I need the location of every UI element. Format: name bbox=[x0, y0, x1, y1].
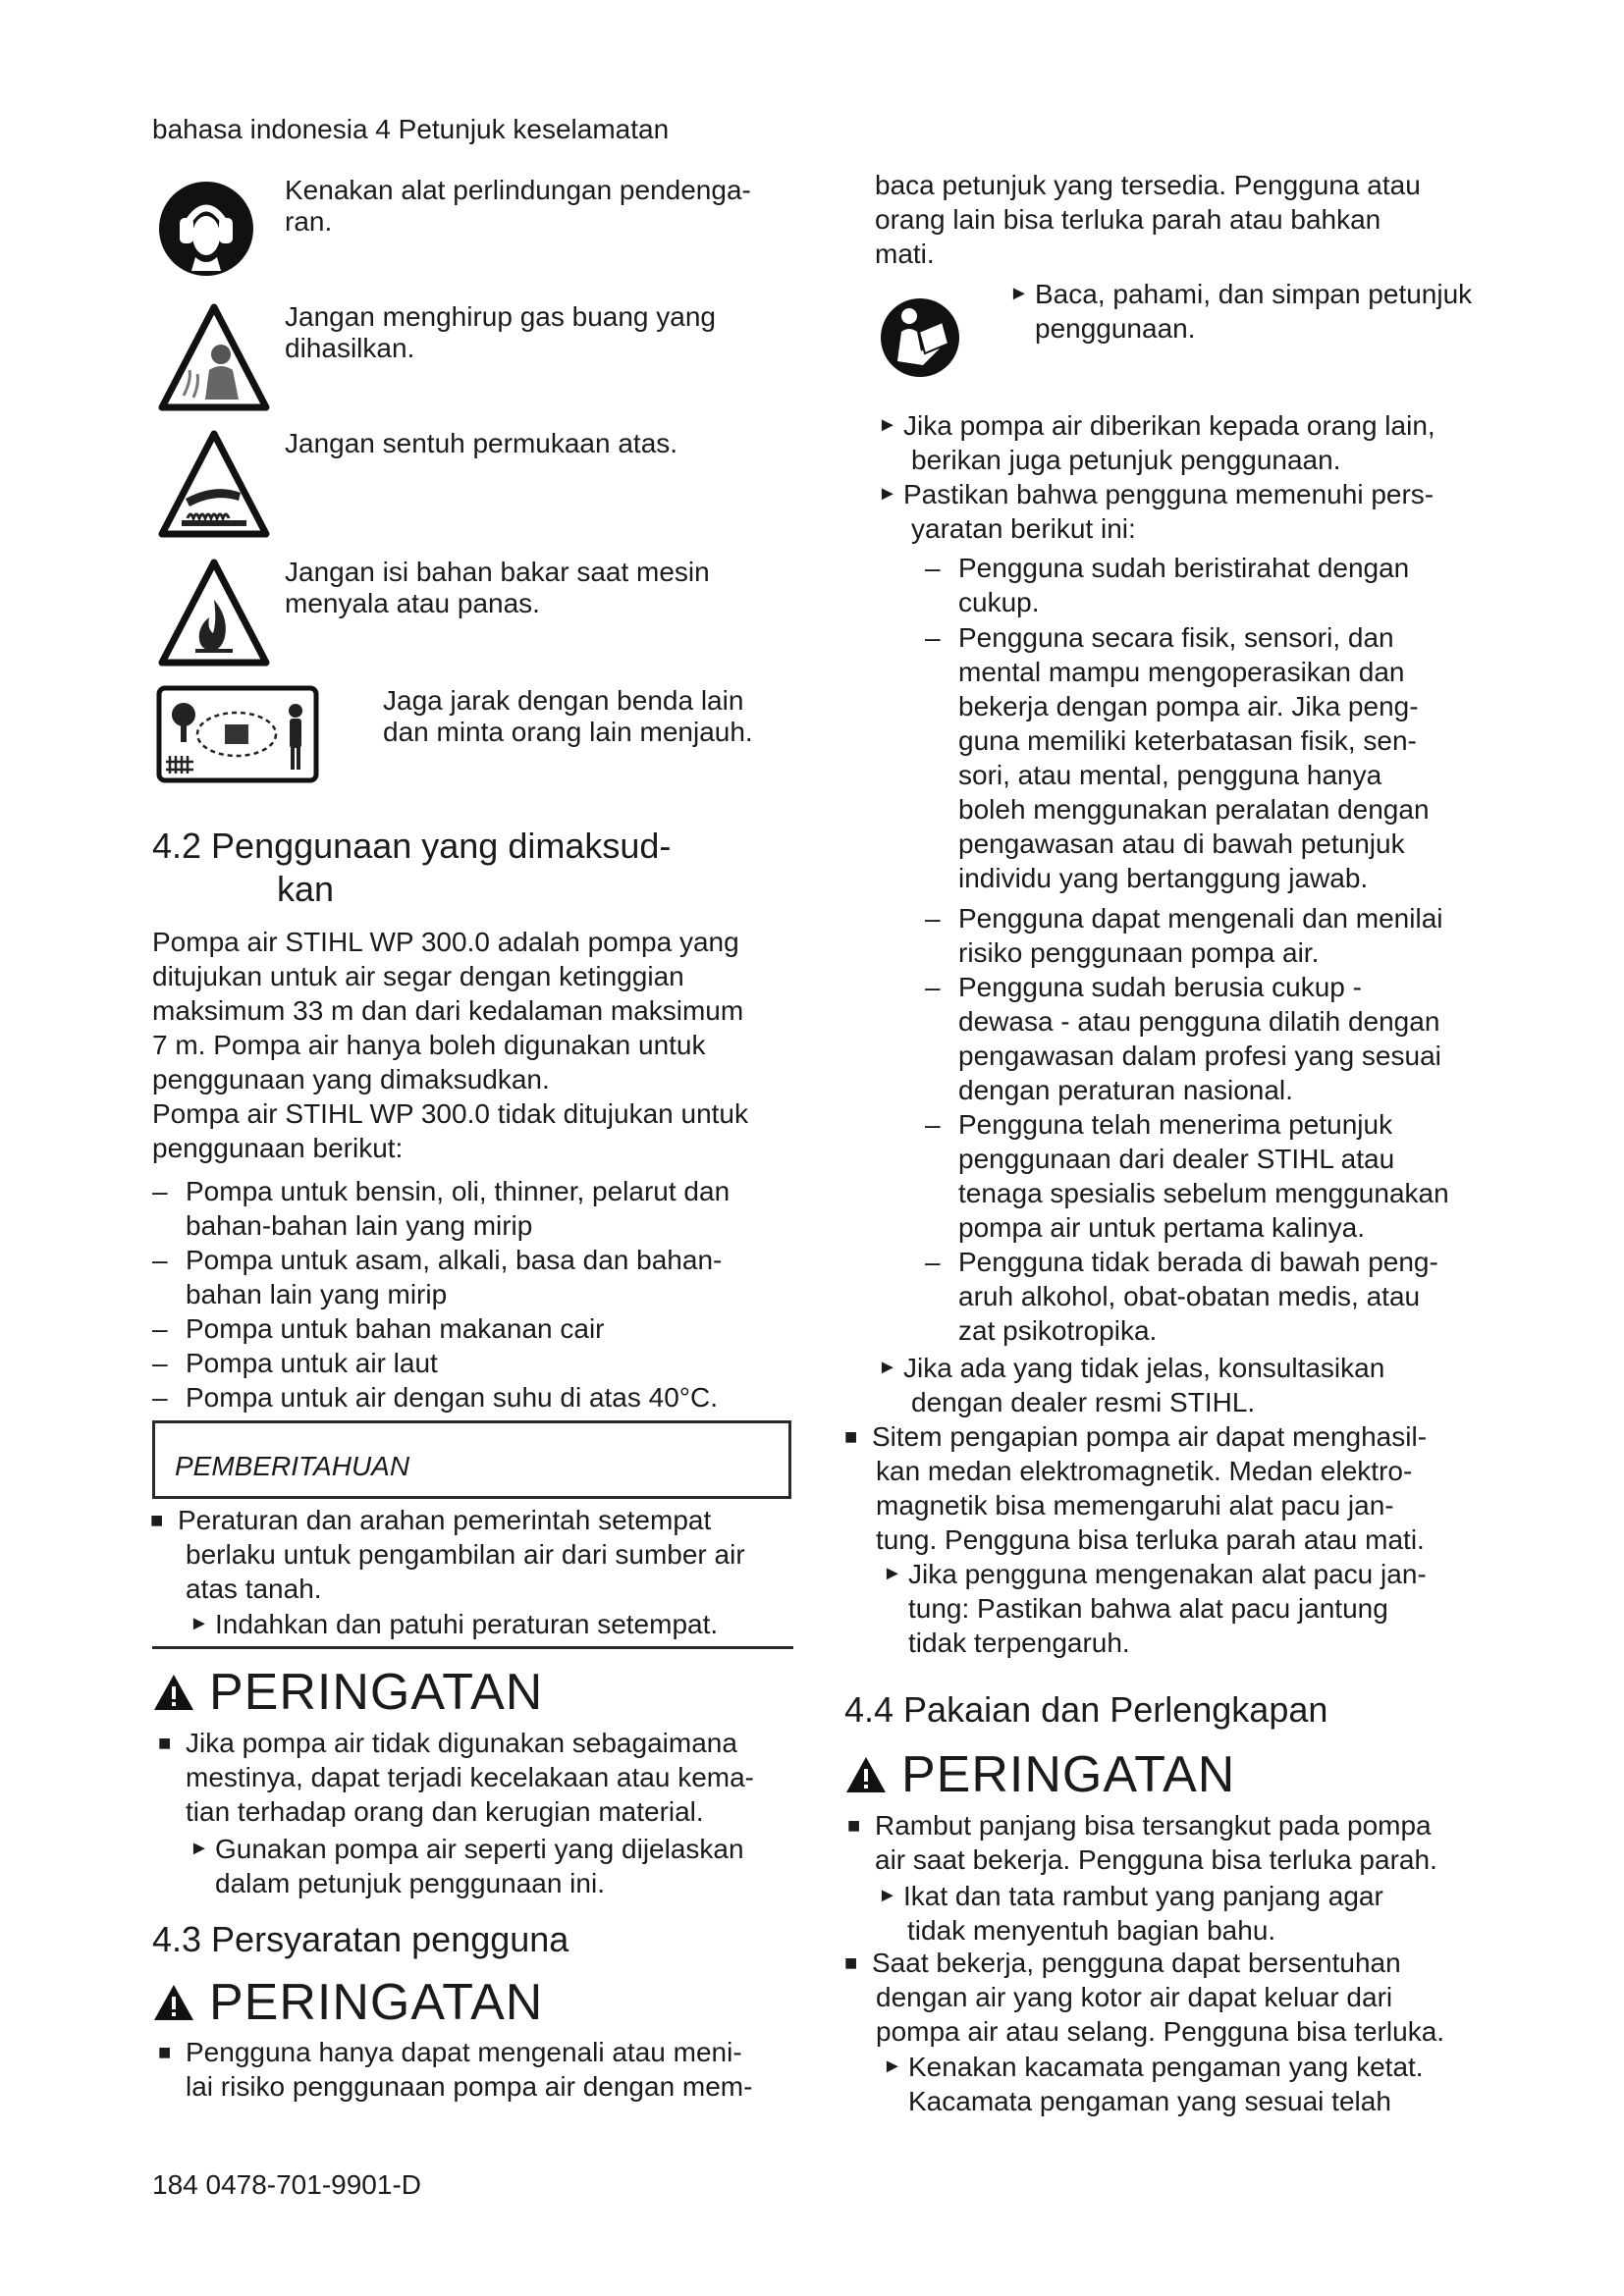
symbol-row-fire bbox=[152, 557, 800, 674]
warning-title-4-4: PERINGATAN bbox=[844, 1745, 1235, 1804]
fire-warning-icon bbox=[156, 557, 272, 670]
arrow-consult-dealer: ► Jika ada yang tidak jelas, konsultasikan dengan dealer resmi STIHL. bbox=[878, 1353, 1385, 1417]
list-item: – Pengguna telah menerima petunjuk penggunaan dari dealer STIHL atau tenaga spesialis sebelum menggunakan pompa air untuk pertama kalinya. bbox=[958, 1107, 1449, 1245]
section-4-4-title: 4.4 Pakaian dan Perlengkapan bbox=[844, 1689, 1328, 1730]
hearing-protection-icon bbox=[156, 175, 256, 283]
symbol-text-hearing: Kenakan alat perlindungan pendenga- ran. bbox=[285, 175, 751, 237]
section-4-2-title: 4.2 Penggunaan yang dimaksud- kan bbox=[152, 826, 672, 909]
bullet-water: ■ Saat bekerja, pengguna dapat bersentuhan dengan air yang kotor air dapat keluar dari pompa air atau selang. Pengguna bisa terluka. bbox=[844, 1948, 1445, 2047]
bullet-hair: ■ Rambut panjang bisa tersangkut pada pompa air saat bekerja. Pengguna bisa terluka parah. bbox=[847, 1810, 1437, 1875]
list-item: – Pompa untuk air laut bbox=[186, 1346, 438, 1380]
symbol-row-hot-surface bbox=[152, 428, 800, 546]
symbol-row-distance bbox=[152, 685, 800, 793]
list-item: – Pengguna sudah beristirahat dengan cukup. bbox=[958, 551, 1409, 619]
section-4-3-title: 4.3 Persyaratan pengguna bbox=[152, 1919, 569, 1959]
warning-triangle-icon bbox=[152, 1983, 195, 2022]
symbol-row-hearing bbox=[152, 175, 800, 283]
bullet-ignition: ■ Sitem pengapian pompa air dapat menghasil- kan medan elektromagnetik. Medan elektro- magnetik bisa memengaruhi alat pacu jan- tung. Pengguna bisa terluka parah atau mati. bbox=[844, 1421, 1428, 1555]
warning-bullet-4-3: ■ Pengguna hanya dapat mengenali atau meni- lai risiko penggunaan pompa air dengan mem- bbox=[158, 2037, 753, 2102]
arrow-hair: ► Ikat dan tata rambut yang panjang agar tidak menyentuh bagian bahu. bbox=[878, 1881, 1383, 1946]
warning-arrow-4-2: ► Gunakan pompa air seperti yang dijelaskan dalam petunjuk penggunaan ini. bbox=[189, 1834, 744, 1898]
list-item: – Pengguna dapat mengenali dan menilai risiko penggunaan pompa air. bbox=[958, 901, 1443, 970]
read-manual-arrow: ► Baca, pahami, dan simpan petunjuk penggunaan. bbox=[1009, 279, 1473, 344]
arrow-pacemaker: ► Jika pengguna mengenakan alat pacu jan- tung: Pastikan bahwa alat pacu jantung tidak terpengaruh. bbox=[883, 1559, 1427, 1658]
warning-title-4-3: PERINGATAN bbox=[152, 1973, 543, 2032]
read-manual-icon bbox=[880, 283, 960, 393]
arrow-glasses: ► Kenakan kacamata pengaman yang ketat. Kacamata pengaman yang sesuai telah bbox=[883, 2052, 1424, 2116]
list-item: – Pengguna sudah berusia cukup - dewasa - atau pengguna dilatih dengan pengawasan dalam profesi yang sesuai dengan peraturan nasional. bbox=[958, 970, 1441, 1107]
notice-arrow: ► Indahkan dan patuhi peraturan setempat. bbox=[189, 1609, 719, 1639]
hot-surface-warning-icon bbox=[156, 428, 272, 542]
warning-title-4-2: PERINGATAN bbox=[152, 1663, 543, 1722]
symbol-text-fire: Jangan isi bahan bakar saat mesin menyala atau panas. bbox=[285, 557, 710, 618]
notice-label: PEMBERITAHUAN bbox=[175, 1451, 410, 1481]
list-item: – Pengguna tidak berada di bawah peng- aruh alkohol, obat-obatan medis, atau zat psikotropika. bbox=[958, 1245, 1438, 1348]
section-4-2-paragraph: Pompa air STIHL WP 300.0 adalah pompa yang ditujukan untuk air segar dengan ketinggian maksimum 33 m dan dari kedalaman maksimum 7 m. Pompa air hanya boleh digunakan untuk penggunaan yang dimaksudkan. Pompa air STIHL WP 300.0 tidak ditujukan untuk penggunaan berikut: bbox=[152, 927, 748, 1163]
symbol-text-distance: Jaga jarak dengan benda lain dan minta orang lain menjauh. bbox=[383, 685, 753, 747]
list-item: – Pompa untuk bensin, oli, thinner, pelarut dan bahan-bahan lain yang mirip bbox=[186, 1174, 730, 1243]
list-item: – Pompa untuk bahan makanan cair bbox=[186, 1311, 605, 1346]
symbol-row-exhaust bbox=[152, 301, 800, 419]
symbol-text-exhaust: Jangan menghirup gas buang yang dihasilkan. bbox=[285, 301, 717, 363]
page-header: bahasa indonesia 4 Petunjuk keselamatan bbox=[152, 114, 670, 144]
section-4-3-continuation: baca petunjuk yang tersedia. Pengguna atau orang lain bisa terluka parah atau bahkan mati. bbox=[875, 170, 1421, 269]
exhaust-gas-warning-icon bbox=[156, 301, 272, 415]
arrow-ensure-requirements: ► Pastikan bahwa pengguna memenuhi pers- yaratan berikut ini: bbox=[878, 479, 1435, 544]
warning-bullet-4-2: ■ Jika pompa air tidak digunakan sebagaimana mestinya, dapat terjadi kecelakaan atau kema- tian terhadap orang dan kerugian material. bbox=[158, 1728, 754, 1827]
warning-triangle-icon bbox=[152, 1673, 195, 1712]
list-item: – Pompa untuk asam, alkali, basa dan bahan- bahan lain yang mirip bbox=[186, 1243, 722, 1311]
symbol-text-hot-surface: Jangan sentuh permukaan atas. bbox=[285, 428, 678, 458]
divider bbox=[152, 1646, 793, 1649]
arrow-give-manual: ► Jika pompa air diberikan kepada orang lain, berikan juga petunjuk penggunaan. bbox=[878, 410, 1435, 475]
notice-bullet: ■ Peraturan dan arahan pemerintah setempat berlaku untuk pengambilan air dari sumber air atas tanah. bbox=[150, 1505, 745, 1604]
warning-triangle-icon bbox=[844, 1755, 888, 1794]
list-item: – Pompa untuk air dengan suhu di atas 40°C. bbox=[186, 1380, 718, 1415]
notice-box bbox=[152, 1420, 791, 1499]
list-item: – Pengguna secara fisik, sensori, dan mental mampu mengoperasikan dan bekerja dengan pompa air. Jika peng- guna memiliki keterbatasan fisik, sen- sori, atau mental, pengguna hanya boleh menggunakan peralatan dengan pengawasan atau di bawah petunjuk individu yang bertanggung jawab. bbox=[958, 620, 1430, 895]
page-footer: 184 0478-701-9901-D bbox=[152, 2169, 421, 2200]
keep-distance-icon bbox=[156, 685, 319, 783]
